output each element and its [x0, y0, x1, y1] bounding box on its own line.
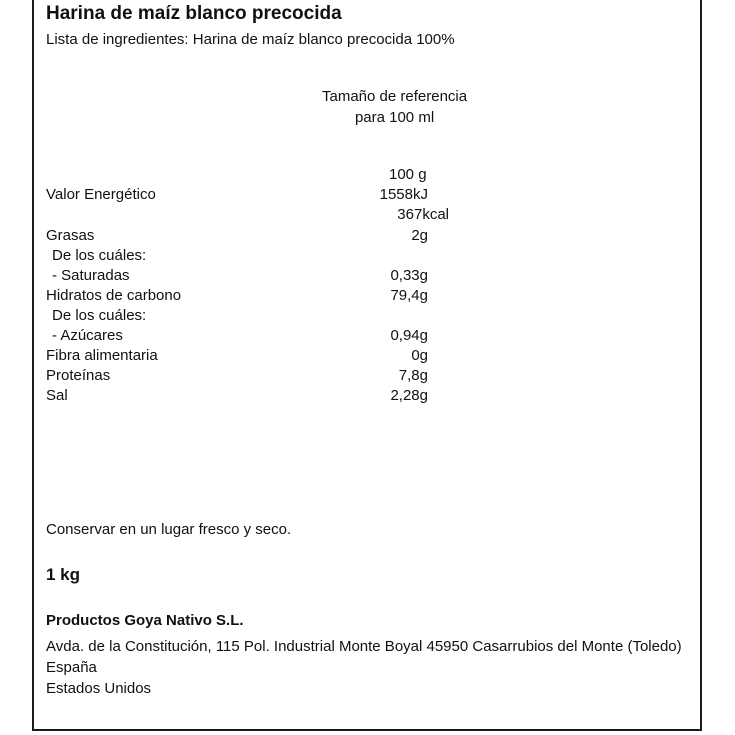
nutrient-label-energy: Valor Energético: [46, 186, 156, 203]
ingredients-list: Lista de ingredientes: Harina de maíz blanco precocida 100%: [46, 31, 455, 48]
manufacturer-name: Productos Goya Nativo S.L.: [46, 612, 244, 629]
nutrient-value-energy-kj: 1558kJ: [379, 186, 428, 203]
net-weight: 1 kg: [46, 565, 81, 584]
nutrient-value-saturated: 0,33g: [390, 267, 428, 284]
nutrient-label-saturated: - Saturadas: [52, 267, 130, 284]
nutrient-label-of-which: De los cuáles:: [52, 247, 147, 264]
nutrient-value-fat: 2g: [411, 227, 428, 244]
nutrient-value-energy-kcal: 367kcal: [397, 206, 449, 223]
nutrient-label-salt: Sal: [46, 387, 68, 404]
product-title: Harina de maíz blanco precocida: [46, 3, 342, 24]
nutrient-label-fibre: Fibra alimentaria: [46, 347, 158, 364]
nutrient-value-carbohydrates: 79,4g: [390, 287, 428, 304]
manufacturer-country: Estados Unidos: [46, 680, 152, 697]
per-amount: 100 g: [389, 166, 427, 183]
reference-line-1: Tamaño de referencia: [322, 88, 468, 105]
nutrient-value-sugars: 0,94g: [390, 327, 428, 344]
nutrient-label-sugars: - Azúcares: [52, 327, 123, 344]
reference-line-2: para 100 ml: [354, 109, 435, 126]
manufacturer-address: Avda. de la Constitución, 115 Pol. Industrial Monte Boyal 45950 Casarrubios del Monte (Toledo) España: [46, 638, 682, 676]
nutrient-value-protein: 7,8g: [398, 367, 428, 384]
nutrient-label-protein: Proteínas: [46, 367, 111, 384]
nutrient-label-carbohydrates: Hidratos de carbono: [46, 287, 182, 304]
nutrient-label-of-which-2: De los cuáles:: [52, 307, 147, 324]
nutrient-value-salt: 2,28g: [390, 387, 428, 404]
reference-size: [322, 86, 467, 128]
storage-instructions: Conservar en un lugar fresco y seco.: [46, 521, 292, 538]
nutrient-label-fat: Grasas: [46, 227, 95, 244]
nutrient-value-fibre: 0g: [411, 347, 428, 364]
